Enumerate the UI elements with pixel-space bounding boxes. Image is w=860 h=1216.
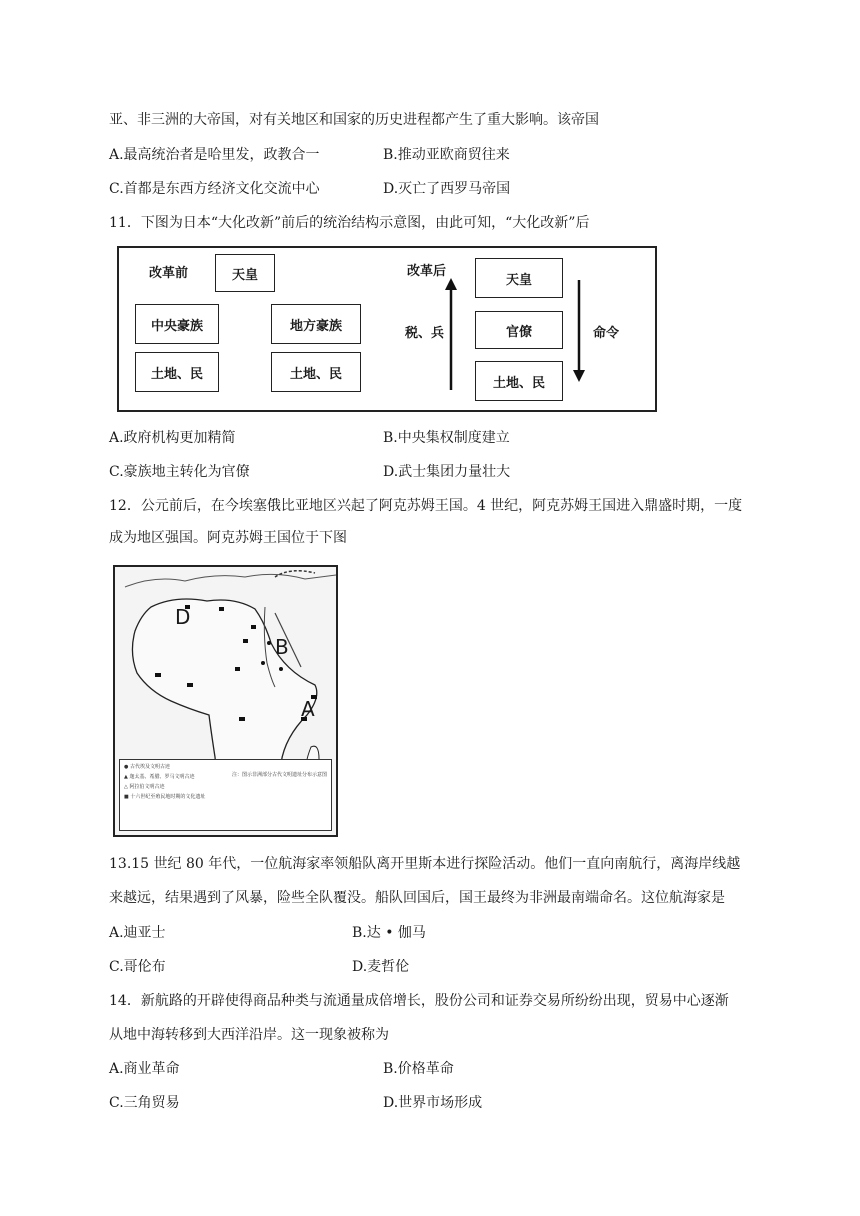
q13-option-c: C.哥伦布 [109,959,166,975]
q14-option-c: C.三角贸易 [109,1095,180,1111]
map-label-b: B [275,635,289,659]
up-arrow-icon [445,278,457,392]
q14-stem-line2: 从地中海转移到大西洋沿岸。这一现象被称为 [109,1027,389,1043]
q13-option-b: B.达 • 伽马 [352,925,426,941]
after-reform-label: 改革后 [407,264,447,279]
q10-stem-tail: 亚、非三洲的大帝国，对有关地区和国家的历史进程都产生了重大影响。该帝国 [109,112,599,128]
after-emperor-box: 天皇 [475,258,563,298]
map-legend [119,759,332,831]
q11-option-a: A.政府机构更加精简 [109,430,236,446]
orders-label: 命令 [593,326,620,341]
map-label-a: A [301,697,315,721]
legend-item-2: ▲ 迦太基、希腊、罗马文明古迹 [124,774,195,780]
down-arrow-icon [573,278,585,384]
central-nobles-box: 中央豪族 [135,304,219,344]
q10-option-b: B.推动亚欧商贸往来 [383,147,510,163]
q10-option-c: C.首都是东西方经济文化交流中心 [109,181,320,197]
q10-option-d: D.灭亡了西罗马帝国 [383,181,511,197]
q12-stem-line2: 成为地区强国。阿克苏姆王国位于下图 [109,530,347,546]
q10-option-a: A.最高统治者是哈里发，政教合一 [109,147,320,163]
officials-box: 官僚 [475,311,563,349]
map-label-d: D [175,605,191,629]
africa-map [113,565,338,837]
local-land-people-box: 土地、民 [271,352,361,392]
q14-option-d: D.世界市场形成 [383,1095,483,1111]
legend-item-4: ■ 十六世纪至殖民地时期的文化遗址 [124,794,206,800]
legend-item-3: △ 阿拉伯文明古迹 [124,784,165,790]
taika-reform-diagram [117,246,657,412]
before-emperor-box: 天皇 [215,254,275,292]
q13-stem-line1: 13.15 世纪 80 年代，一位航海家率领船队离开里斯本进行探险活动。他们一直向南航行，离海岸线越 [109,856,741,872]
q11-stem: 11．下图为日本“大化改新”前后的统治结构示意图，由此可知，“大化改新”后 [109,215,590,231]
q14-stem-line1: 14．新航路的开辟使得商品种类与流通量成倍增长，股份公司和证券交易所纷纷出现，贸易中心逐渐 [109,993,729,1009]
legend-item-1: ● 古代埃及文明古迹 [124,764,170,770]
tax-soldiers-label: 税、兵 [405,326,445,341]
before-reform-label: 改革前 [149,266,189,281]
q13-option-a: A.迪亚士 [109,925,166,941]
after-land-people-box: 土地、民 [475,361,563,401]
q14-option-b: B.价格革命 [383,1061,454,1077]
q11-option-c: C.豪族地主转化为官僚 [109,464,250,480]
q11-option-b: B.中央集权制度建立 [383,430,510,446]
q11-option-d: D.武士集团力量壮大 [383,464,511,480]
q12-stem-line1: 12．公元前后，在今埃塞俄比亚地区兴起了阿克苏姆王国。4 世纪，阿克苏姆王国进入鼎盛时期，一度 [109,498,743,514]
central-land-people-box: 土地、民 [135,352,219,392]
local-nobles-box: 地方豪族 [271,304,361,344]
q13-stem-line2: 来越远，结果遇到了风暴，险些全队覆没。船队回国后，国王最终为非洲最南端命名。这位航海家是 [109,890,725,906]
legend-note: 注：图示非洲部分古代文明遗址分布示意图 [232,772,328,778]
q14-option-a: A.商业革命 [109,1061,180,1077]
q13-option-d: D.麦哲伦 [352,959,410,975]
